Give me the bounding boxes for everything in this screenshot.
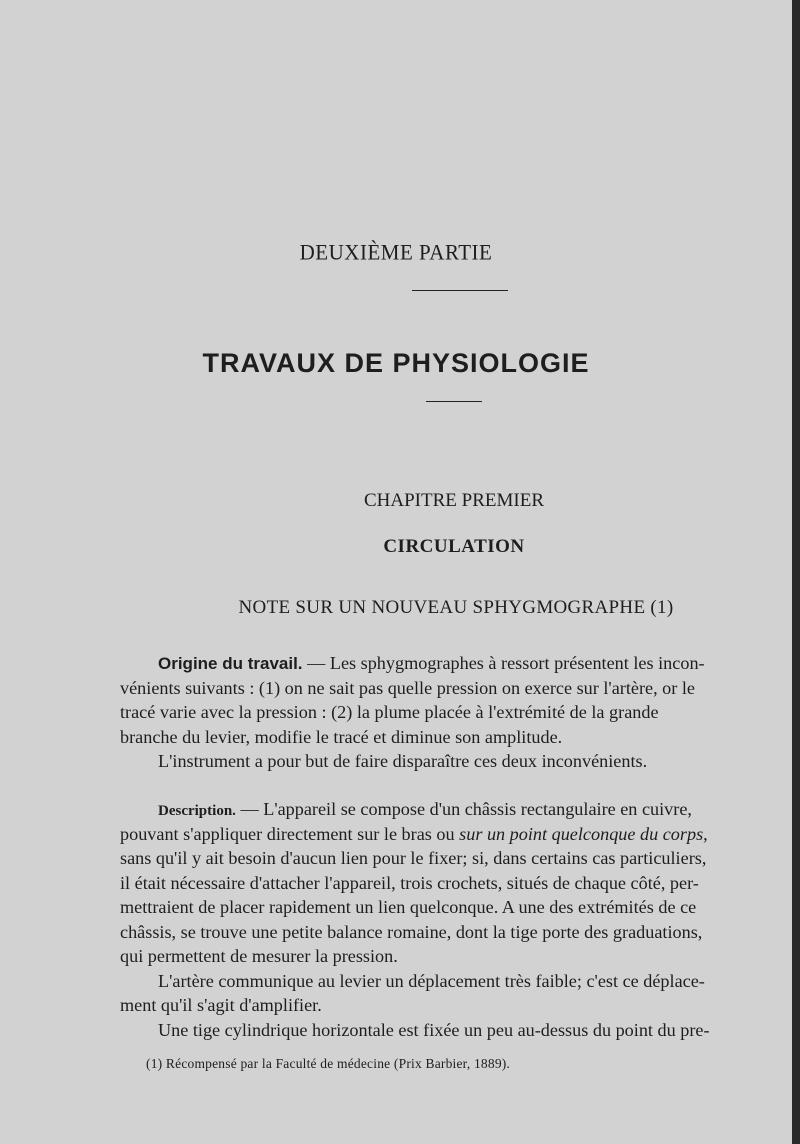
heading-divider bbox=[412, 290, 508, 291]
paragraph-line: L'artère communique au levier un déplacement très faible; c'est ce déplace- bbox=[158, 970, 705, 991]
part-heading: DEUXIÈME PARTIE bbox=[299, 239, 493, 265]
section-title: TRAVAUX DE PHYSIOLOGIE bbox=[202, 348, 590, 378]
paragraph-line: châssis, se trouve une petite balance romaine, dont la tige porte des graduations, bbox=[120, 921, 703, 942]
italic-phrase: sur un point quelconque du corps bbox=[459, 823, 704, 844]
paragraph-line: mettraient de placer rapidement un lien quelconque. A une des extrémités de ce bbox=[120, 897, 697, 917]
paragraph-line: ment qu'il s'agit d'amplifier. bbox=[120, 995, 322, 1015]
chapter-heading: CHAPITRE PREMIER bbox=[364, 490, 544, 511]
paragraph-line: branche du levier, modifie le tracé et diminue son amplitude. bbox=[120, 726, 563, 747]
paragraph-line: pouvant s'appliquer directement sur le bras ou sur un point quelconque du corps, bbox=[120, 823, 708, 844]
paragraph-line: Origine du travail. — Les sphygmographes à ressort présentent les incon- bbox=[158, 653, 705, 673]
paragraph-line: tracé varie avec la pression : (2) la plume placée à l'extrémité de la grande bbox=[120, 702, 659, 722]
paragraph-line: vénients suivants : (1) on ne sait pas quelle pression on exerce sur l'artère, or le bbox=[120, 677, 695, 698]
paragraph-line: sans qu'il y ait besoin d'aucun lien pour le fixer; si, dans certains cas particuliers, bbox=[120, 848, 707, 868]
origin-paragraph bbox=[120, 651, 792, 774]
paragraph-line: Description. — L'appareil se compose d'un châssis rectangulaire en cuivre, bbox=[158, 799, 692, 819]
chapter-subject: CIRCULATION bbox=[383, 536, 525, 557]
page-edge bbox=[792, 0, 800, 1144]
title-divider bbox=[426, 401, 482, 402]
paragraph-line: L'instrument a pour but de faire disparaître ces deux inconvénients. bbox=[158, 751, 648, 771]
paragraph-line: qui permettent de mesurer la pression. bbox=[120, 946, 398, 966]
description-lead: Description. bbox=[158, 803, 236, 819]
origin-lead: Origine du travail. bbox=[158, 654, 303, 673]
paragraph-line: il était nécessaire d'attacher l'appareil, trois crochets, situés de chaque côté, per- bbox=[120, 872, 699, 893]
description-paragraph bbox=[120, 797, 792, 1042]
footnote: (1) Récompensé par la Faculté de médecine (Prix Barbier, 1889). bbox=[146, 1056, 511, 1071]
note-title: NOTE SUR UN NOUVEAU SPHYGMOGRAPHE (1) bbox=[238, 597, 674, 618]
paragraph-line: Une tige cylindrique horizontale est fixée un peu au-dessus du point du pre- bbox=[158, 1019, 710, 1040]
